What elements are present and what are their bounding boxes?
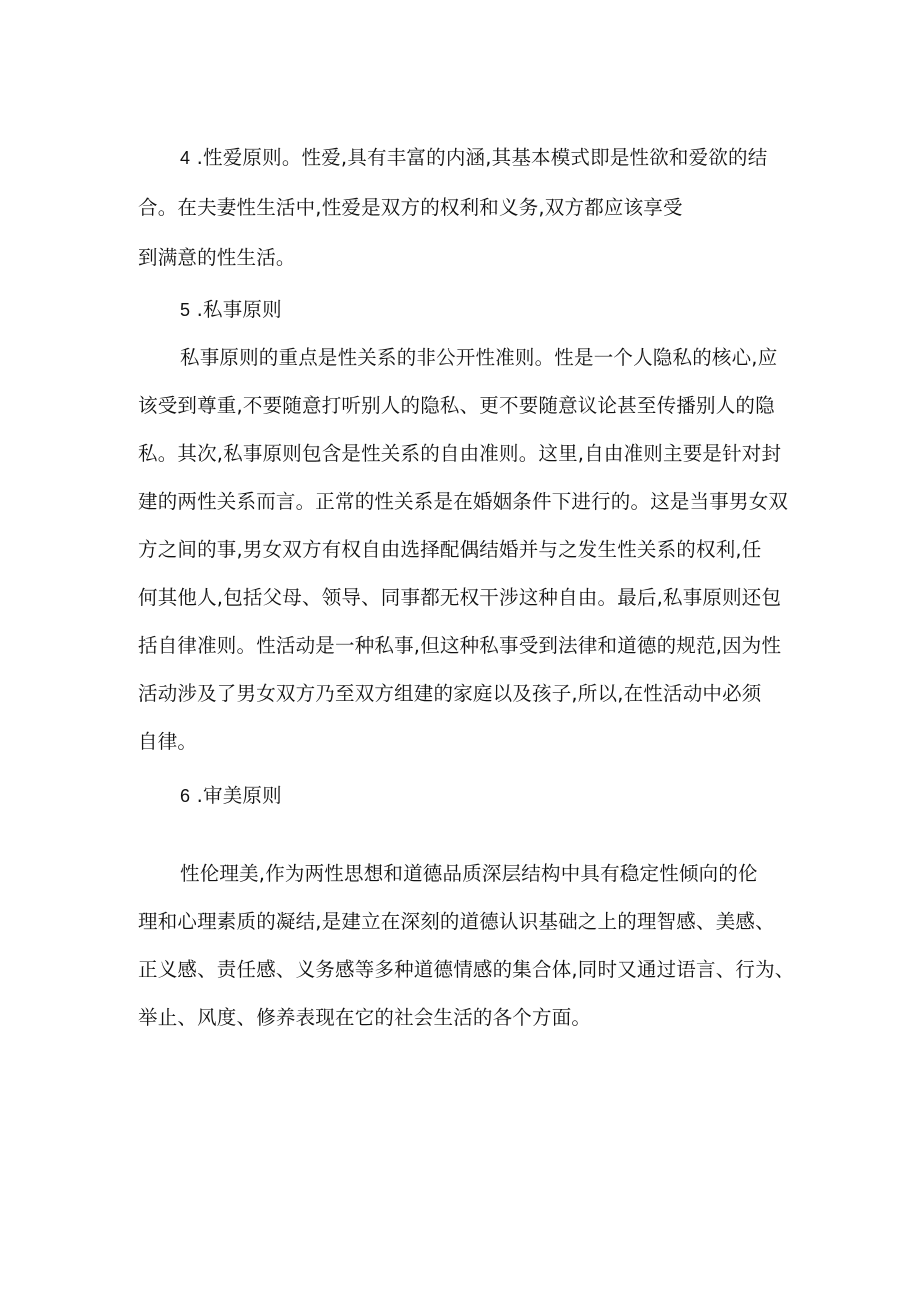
section-6-number: 6 <box>180 786 191 806</box>
section-5-line-7: 括自律准则。性活动是一种私事,但这种私事受到法律和道德的规范,因为性 <box>138 634 782 657</box>
section-6-line-4: 举止、风度、修养表现在它的社会生活的各个方面。 <box>138 1006 592 1029</box>
section-4-line-3: 到满意的性生活。 <box>138 246 296 269</box>
section-4-text: .性爱原则。性爱,具有丰富的内涵,其基本模式即是性欲和爱欲的结 <box>196 146 768 169</box>
section-5-line-2: 该受到尊重,不要随意打听别人的隐私、更不要随意议论甚至传播别人的隐 <box>138 394 775 417</box>
section-5-line-6: 何其他人,包括父母、领导、同事都无权干涉这种自由。最后,私事原则还包 <box>138 586 782 609</box>
section-6-line-2: 理和心理素质的凝结,是建立在深刻的道德认识基础之上的理智感、美感、 <box>138 910 775 933</box>
section-5-line-1: 私事原则的重点是性关系的非公开性准则。性是一个人隐私的核心,应 <box>180 346 778 369</box>
section-5-line-3: 私。其次,私事原则包含是性关系的自由准则。这里,自由准则主要是针对封 <box>138 442 782 465</box>
section-6-heading <box>180 783 840 809</box>
section-5-line-4: 建的两性关系而言。正常的性关系是在婚姻条件下进行的。这是当事男女双 <box>138 490 789 513</box>
section-6-title: .审美原则 <box>196 784 282 807</box>
section-5-title: .私事原则 <box>196 298 282 321</box>
section-5-line-9: 自律。 <box>138 730 198 753</box>
section-4-number: 4 <box>180 148 191 168</box>
section-4-line-1 <box>180 145 840 171</box>
section-6-line-1: 性伦理美,作为两性思想和道德品质深层结构中具有稳定性倾向的伦 <box>180 862 758 885</box>
section-5-line-8: 活动涉及了男女双方乃至双方组建的家庭以及孩子,所以,在性活动中必须 <box>138 682 762 705</box>
section-4-line-2: 合。在夫妻性生活中,性爱是双方的权利和义务,双方都应该享受 <box>138 196 683 219</box>
section-5-heading <box>180 297 840 323</box>
section-5-number: 5 <box>180 300 191 320</box>
section-5-line-5: 方之间的事,男女双方有权自由选择配偶结婚并与之发生性关系的权利,任 <box>138 538 762 561</box>
section-6-line-3: 正义感、责任感、义务感等多种道德情感的集合体,同时又通过语言、行为、 <box>138 958 795 981</box>
